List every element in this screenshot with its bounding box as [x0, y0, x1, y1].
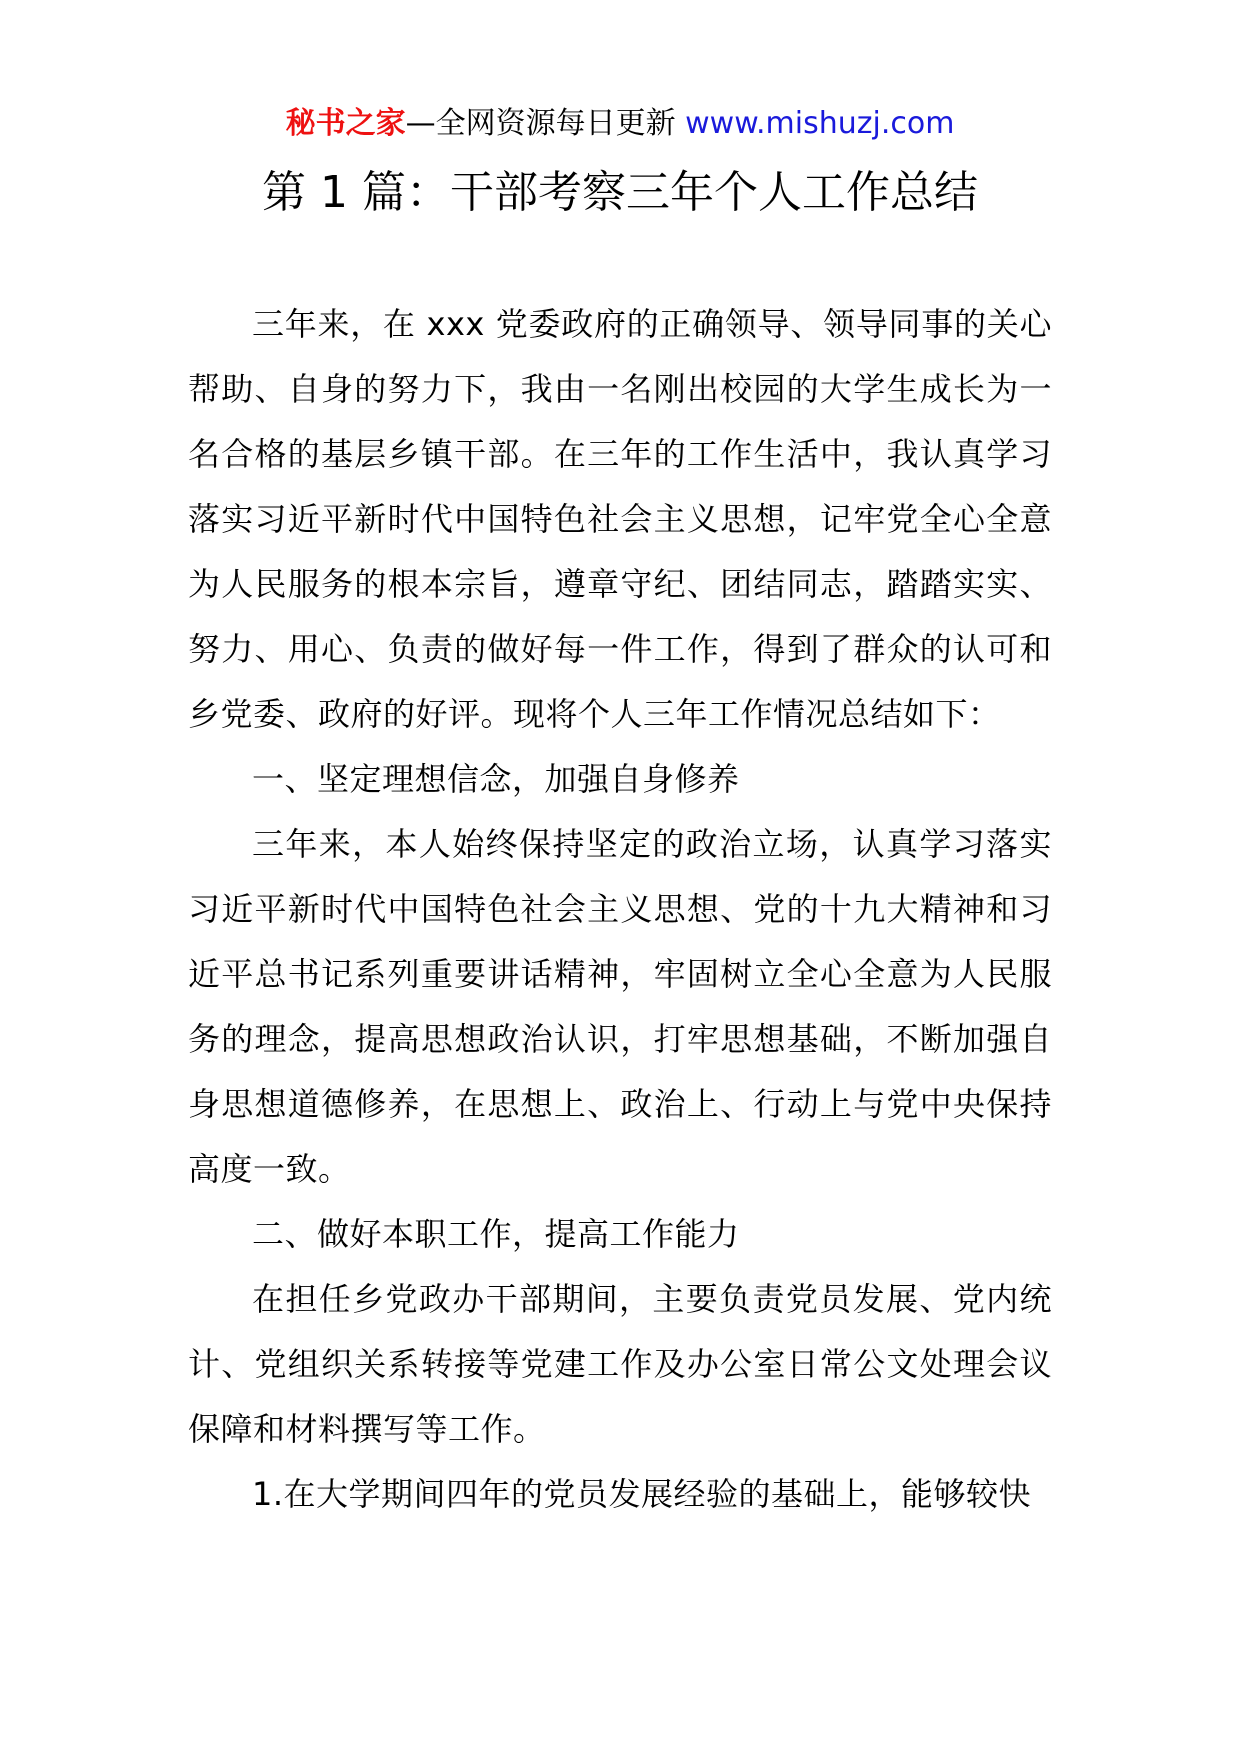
paragraph-intro: 三年来，在 xxx 党委政府的正确领导、领导同事的关心帮助、自身的努力下，我由一名刚出校园的大学生成长为一名合格的基层乡镇干部。在三年的工作生活中，我认真学习落实习近平新时代中国特色社会主义思想，记牢党全心全意为人民服务的根本宗旨，遵章守纪、团结同志，踏踏实实、努力、用心、负责的做好每一件工作，得到了群众的认可和乡党委、政府的好评。现将个人三年工作情况总结如下： — [188, 305, 1052, 733]
document-title: 第 1 篇：干部考察三年个人工作总结 — [262, 167, 978, 218]
section-heading-2: 二、做好本职工作，提高工作能力 — [252, 1215, 740, 1253]
header-slogan: —全网资源每日更新 — [405, 106, 686, 141]
paragraph-section-1: 三年来，本人始终保持坚定的政治立场，认真学习落实习近平新时代中国特色社会主义思想、党的十九大精神和习近平总书记系列重要讲话精神，牢固树立全心全意为人民服务的理念，提高思想政治认识，打牢思想基础，不断加强自身思想道德修养，在思想上、政治上、行动上与党中央保持高度一致。 — [188, 825, 1052, 1188]
section-heading-1: 一、坚定理想信念，加强自身修养 — [252, 760, 740, 798]
paragraph-item-1: 1.在大学期间四年的党员发展经验的基础上，能够较快 — [252, 1475, 1032, 1513]
document-body — [188, 292, 1052, 1527]
paragraph-section-2: 在担任乡党政办干部期间，主要负责党员发展、党内统计、党组织关系转接等党建工作及办公室日常公文处理会议保障和材料撰写等工作。 — [188, 1280, 1052, 1448]
site-header — [0, 104, 1240, 144]
brand-name: 秘书之家 — [285, 106, 406, 141]
site-url-link[interactable]: www.mishuzj.com — [685, 106, 955, 141]
